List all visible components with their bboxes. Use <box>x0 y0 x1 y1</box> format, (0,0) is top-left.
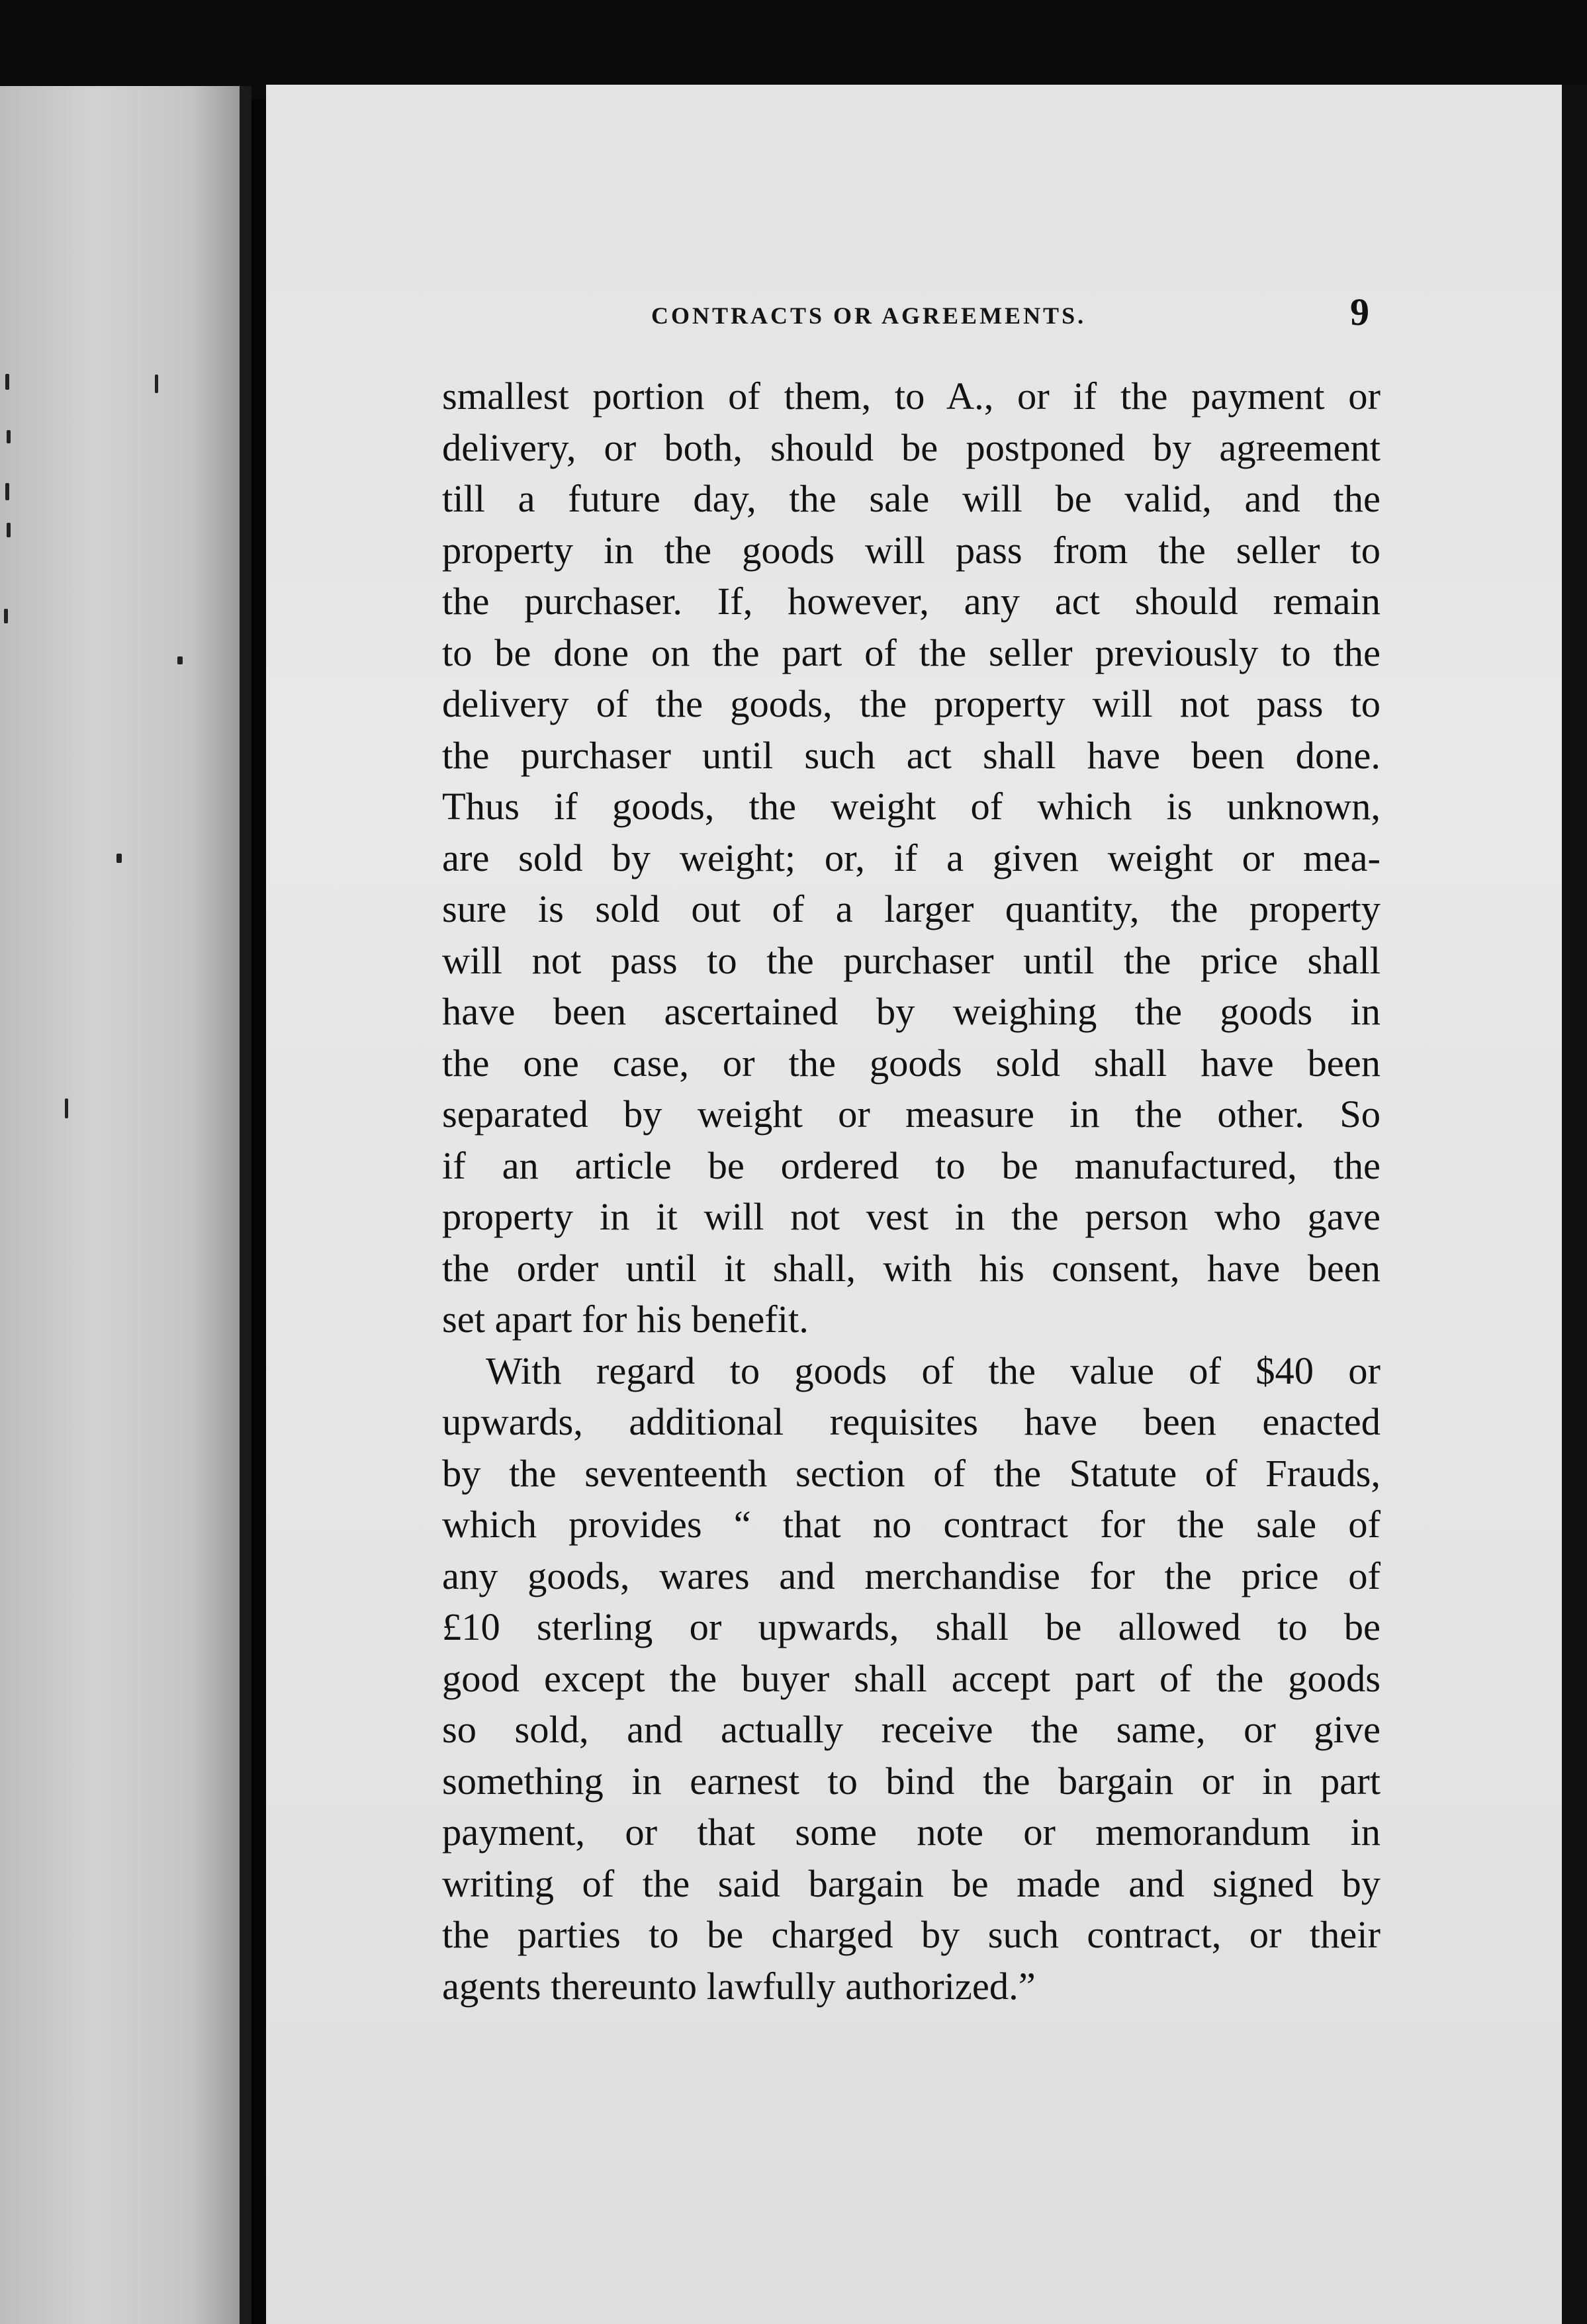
text-line: £10 sterling or upwards, shall be allowed to be <box>442 1605 1381 1648</box>
text-line: payment, or that some note or memorandum in <box>442 1810 1381 1854</box>
text-line: delivery of the goods, the property will not pass to <box>442 682 1381 725</box>
text-line: agents thereunto lawfully authorized.” <box>442 1964 1036 2008</box>
paragraph <box>442 371 1381 1345</box>
text-line: smallest portion of them, to A., or if the payment or <box>442 375 1381 418</box>
text-line: sure is sold out of a larger quantity, the property <box>442 887 1381 930</box>
text-line: the one case, or the goods sold shall have been <box>442 1041 1381 1085</box>
facing-page-fragment <box>0 86 240 2324</box>
text-line: to be done on the part of the seller previously to the <box>442 631 1381 674</box>
text-line: any goods, wares and merchandise for the price of <box>442 1554 1381 1597</box>
text-line: the purchaser until such act shall have been done. <box>442 733 1381 777</box>
binding-gutter <box>251 99 266 2324</box>
text-line: the purchaser. If, however, any act should remain <box>442 580 1381 623</box>
text-line: Thus if goods, the weight of which is unknown, <box>442 785 1381 828</box>
text-line: by the seventeenth section of the Statute of Frauds, <box>442 1451 1381 1495</box>
text-line: have been ascertained by weighing the goods in <box>442 990 1381 1033</box>
text-line: set apart for his benefit. <box>442 1298 809 1341</box>
text-line: till a future day, the sale will be valid, and the <box>442 477 1381 520</box>
text-line: so sold, and actually receive the same, or give <box>442 1708 1381 1751</box>
text-line: writing of the said bargain be made and signed by <box>442 1861 1381 1905</box>
text-line: will not pass to the purchaser until the price shall <box>442 938 1381 982</box>
text-line: the order until it shall, with his consent, have been <box>442 1246 1381 1290</box>
text-line: good except the buyer shall accept part of the goods <box>442 1656 1381 1700</box>
text-line: With regard to goods of the value of $40 or <box>486 1349 1381 1392</box>
text-line: the parties to be charged by such contract, or their <box>442 1913 1381 1956</box>
text-line: are sold by weight; or, if a given weight or mea- <box>442 836 1381 879</box>
text-line: delivery, or both, should be postponed by agreement <box>442 425 1381 469</box>
text-line: property in it will not vest in the person who gave <box>442 1195 1381 1238</box>
text-line: if an article be ordered to be manufactured, the <box>442 1143 1381 1187</box>
paragraph <box>442 1345 1381 2012</box>
text-line: separated by weight or measure in the other. So <box>442 1093 1381 1136</box>
page-number: 9 <box>1350 290 1369 334</box>
text-line: which provides “ that no contract for the sale of <box>442 1503 1381 1546</box>
text-line: something in earnest to bind the bargain or in part <box>442 1759 1381 1803</box>
page-right-edge <box>1562 85 1587 2324</box>
running-head: CONTRACTS OR AGREEMENTS. <box>651 302 1087 329</box>
text-line: upwards, additional requisites have been enacted <box>442 1400 1381 1443</box>
text-line: property in the goods will pass from the seller to <box>442 528 1381 572</box>
body-text <box>442 371 1381 2012</box>
facing-page-edge <box>240 86 251 2324</box>
